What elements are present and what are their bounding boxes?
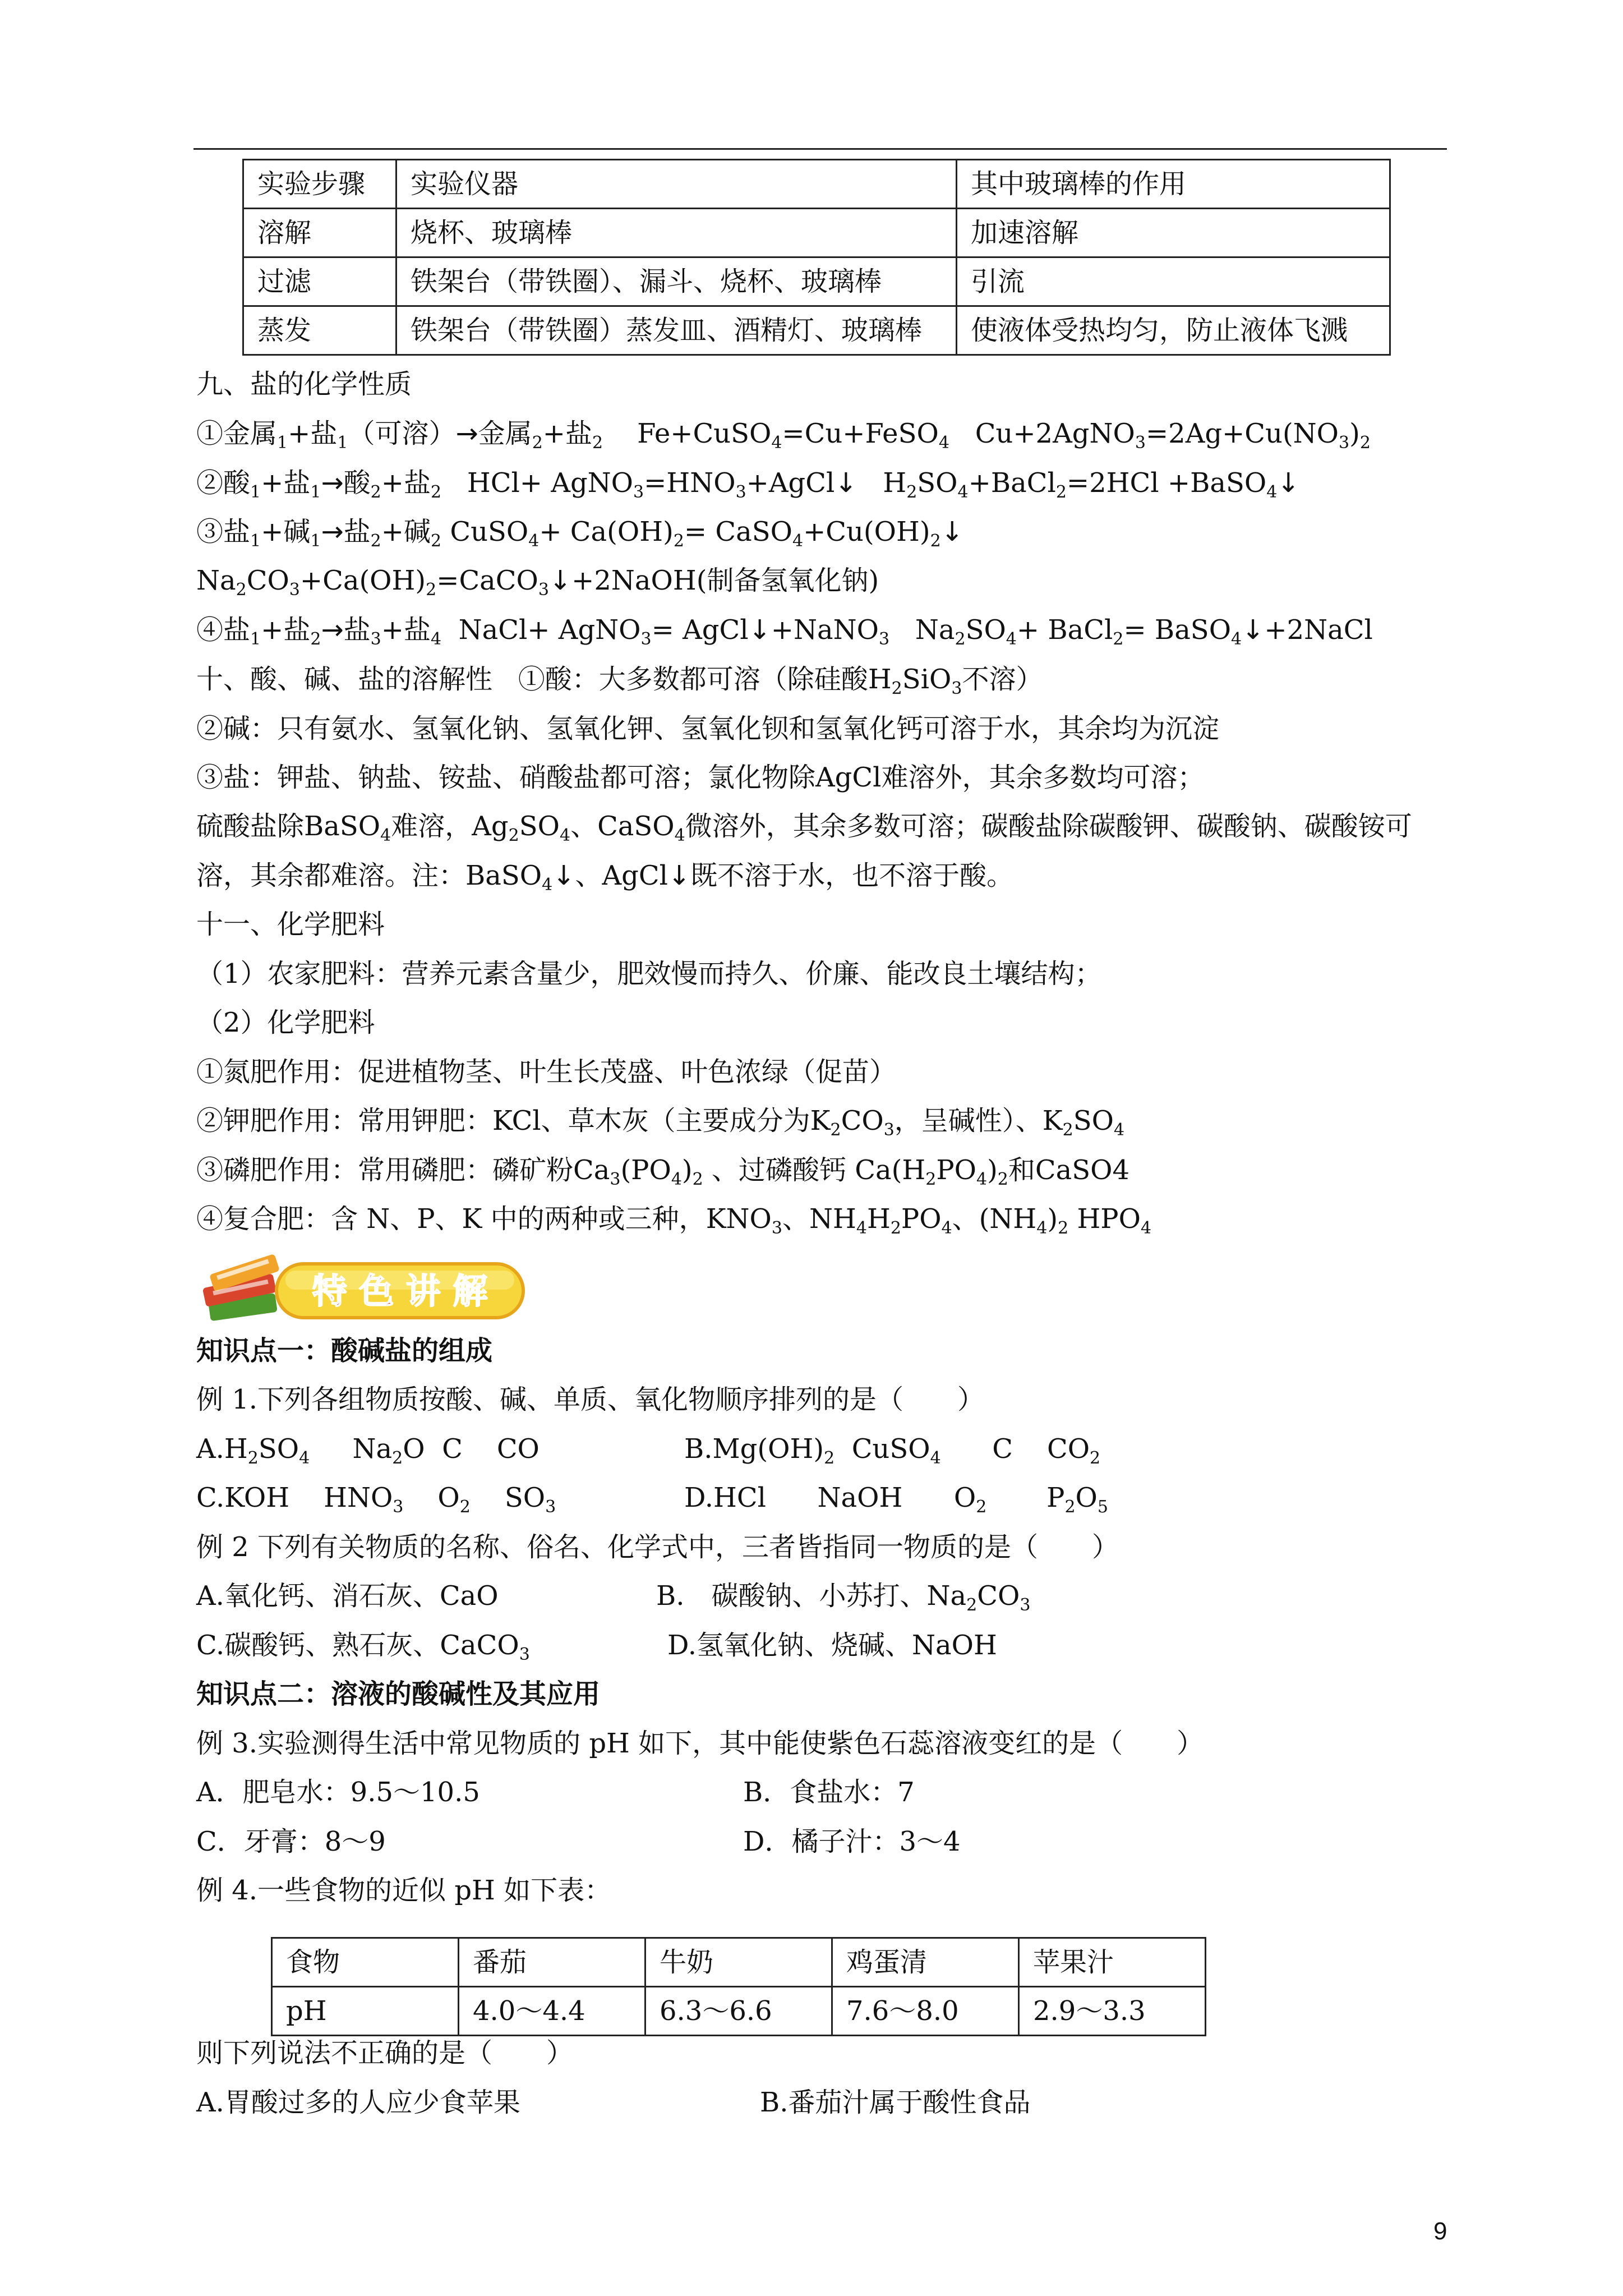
example-1-option-c: C.KOH $HNO_3$ $O_2$ $SO_3$ <box>196 1482 556 1517</box>
table-row <box>272 1938 1206 1987</box>
example-4-question: 例 4.一些食物的近似 pH 如下表： <box>196 1875 612 1906</box>
table-cell: 苹果汁 <box>1019 1938 1206 1987</box>
note-b: 既不溶于水，也不溶于酸。 <box>690 860 1014 891</box>
example-3-option-a: A．肥皂水：9.5～10.5 <box>196 1777 480 1808</box>
table-cell: 4.0～4.4 <box>459 1987 645 2036</box>
acid-solubility-end: 不溶） <box>962 664 1043 695</box>
example-4-option-b: B.番茄汁属于酸性食品 <box>760 2087 1031 2118</box>
salt-solubility: ③盐：钾盐、钠盐、铵盐、硝酸盐都可溶；氯化物除AgCl难溶外，其余多数均可溶； <box>196 762 1205 793</box>
table-cell: pH <box>272 1987 459 2036</box>
salt-solubility-a: ③盐：钾盐、钠盐、铵盐、硝酸盐都可溶；氯化物除 <box>196 762 816 793</box>
phosphorus-b: 、过磷酸钙 <box>712 1154 847 1186</box>
feature-banner <box>193 1248 530 1332</box>
table-cell: 实验步骤 <box>243 160 396 209</box>
table-cell: 铁架台（带铁圈）、漏斗、烧杯、玻璃棒 <box>396 257 957 306</box>
table-cell: 2.9～3.3 <box>1019 1987 1206 2036</box>
example-4-followup: 则下列说法不正确的是（ ） <box>196 2037 574 2069</box>
salt-property-3-example: $Na_2CO_3+Ca(OH)_2=CaCO_3↓+2NaOH$(制备氢氧化钠) <box>196 565 879 600</box>
section-11-title: 十一、化学肥料 <box>196 909 385 940</box>
salt-property-4: ④盐$_1$+盐$_2$→盐$_3$+盐$_4$ NaCl+ AgNO$_3$= AgCl↓+NaNO$_3$ $Na_2SO_4+$ BaCl$_2$= BaSO$_4$↓+2NaCl <box>196 614 1373 649</box>
salt-property-2: ②酸$_1$+盐$_1$→酸$_2$+盐$_2$ $HCl+ AgNO_3=HNO_3+AgCl↓$ $H_2SO_4+BaCl_2=2HCl$ +BaSO$_4$↓ <box>196 467 1300 502</box>
table-cell: 7.6～8.0 <box>832 1987 1019 2036</box>
books-icon <box>202 1254 280 1321</box>
farm-fertilizer: （1）农家肥料：营养元素含量少，肥效慢而持久、价廉、能改良土壤结构； <box>196 958 1102 990</box>
sulfate-solubility: 硫酸盐除BaSO$_4$难溶，$Ag_2SO_4$、CaSO$_4$微溶外，其余多数可溶；碳酸盐除碳酸钾、碳酸钠、碳酸铵可 <box>196 811 1412 845</box>
example-3-option-b: B．食盐水：7 <box>743 1777 915 1808</box>
example-3-option-d: D．橘子汁：3～4 <box>743 1826 961 1857</box>
example-3-option-c: C．牙膏：8～9 <box>196 1826 386 1857</box>
example-1-option-a: $A.H_2SO_4$ $Na_2O$ C CO <box>196 1433 540 1468</box>
salt-property-3: ③盐$_1$+碱$_1$→盐$_2$+碱$_2$ CuSO$_4$+ $Ca(OH)_2=$ $CaSO_4+Cu(OH)_2↓$ <box>196 516 963 551</box>
table-cell: 过滤 <box>243 257 396 306</box>
example-2-option-c: C.碳酸钙、熟石灰、CaCO$_3$ <box>196 1630 530 1664</box>
sulfate-a: 硫酸盐除 <box>196 811 305 842</box>
note-a: 溶，其余都难溶。注： <box>196 860 466 891</box>
chem-fertilizer: （2）化学肥料 <box>196 1007 375 1038</box>
section-10-line: 十、酸、碱、盐的溶解性 ①酸：大多数都可溶（除硅酸$H_2SiO_3$不溶） <box>196 664 1043 698</box>
ex2-c-text: C.碳酸钙、熟石灰、 <box>196 1630 440 1661</box>
table-row <box>243 257 1390 306</box>
example-2-question: 例 2 下列有关物质的名称、俗名、化学式中，三者皆指同一物质的是（ ） <box>196 1531 1119 1563</box>
phosphorus-fertilizer: ③磷肥作用：常用磷肥：磷矿粉$Ca_3(PO_4)_2$ 、过磷酸钙 $Ca(H_2PO_4)_2$和CaSO4 <box>196 1154 1130 1189</box>
example-2-option-a: A.氧化钙、消石灰、CaO <box>196 1580 499 1612</box>
potassium-a: ②钾肥作用：常用钾肥：KCl、草木灰（主要成分为 <box>196 1105 810 1137</box>
salt-solubility-b: 难溶外，其余多数均可溶； <box>881 762 1205 793</box>
example-2-option-d: D.氢氧化钠、烧碱、NaOH <box>667 1630 997 1661</box>
example-1-question: 例 1.下列各组物质按酸、碱、单质、氧化物顺序排列的是（ ） <box>196 1384 985 1415</box>
example-4-option-a: A.胃酸过多的人应少食苹果 <box>196 2087 520 2118</box>
table-cell: 溶解 <box>243 209 396 257</box>
table-cell: 番茄 <box>459 1938 645 1987</box>
banner-text: 特 色 讲 解 <box>312 1271 488 1312</box>
table-row <box>243 306 1390 355</box>
sulfate-b: 难溶， <box>391 811 472 842</box>
table-cell: 使液体受热均匀，防止液体飞溅 <box>957 306 1390 355</box>
table-cell: 食物 <box>272 1938 459 1987</box>
solubility-note: 溶，其余都难溶。注：BaSO$_4$↓、AgCl↓既不溶于水，也不溶于酸。 <box>196 860 1014 895</box>
knowledge-point-2-title: 知识点二：溶液的酸碱性及其应用 <box>196 1678 601 1710</box>
example-1-option-d: D.HCl NaOH $O_2$ $P_2O_5$ <box>684 1482 1108 1517</box>
example-2-option-b: B. 碳酸钠、小苏打、$Na_2CO_3$ <box>656 1580 1031 1615</box>
acid-solubility: ①酸：大多数都可溶（除硅酸 <box>518 664 868 695</box>
table-row <box>272 1987 1206 2036</box>
food-ph-table <box>271 1937 1206 2036</box>
table-row <box>243 160 1390 209</box>
page-number: 9 <box>1433 2217 1447 2245</box>
table-cell: 烧杯、玻璃棒 <box>396 209 957 257</box>
table-row <box>243 209 1390 257</box>
sulfate-c: 微溶外，其余多数可溶；碳酸盐除碳酸钾、碳酸钠、碳酸铵可 <box>685 811 1412 842</box>
salt-property-1: ①金属$_1$+盐$_1$（可溶）→金属$_2$+盐$_2$ Fe+CuSO$_4$=Cu+FeSO$_4$ $Cu+2AgNO_3=2Ag+Cu(NO_3)_2$ <box>196 418 1371 453</box>
table-cell: 加速溶解 <box>957 209 1390 257</box>
compound-fertilizer: ④复合肥：含 N、P、K 中的两种或三种，$KNO_3$、$NH_4H_2PO_4$、$(NH_4)_2$ $HPO_4$ <box>196 1203 1152 1238</box>
compound-a: ④复合肥：含 N、P、K 中的两种或三种， <box>196 1203 706 1235</box>
table-cell: 实验仪器 <box>396 160 957 209</box>
ex2-b-text: B. 碳酸钠、小苏打、 <box>656 1580 927 1612</box>
table-cell: 其中玻璃棒的作用 <box>957 160 1390 209</box>
table-cell: 6.3～6.6 <box>645 1987 832 2036</box>
experiment-steps-table <box>242 159 1391 356</box>
table-cell: 引流 <box>957 257 1390 306</box>
nitrogen-fertilizer: ①氮肥作用：促进植物茎、叶生长茂盛、叶色浓绿（促苗） <box>196 1056 897 1088</box>
base-solubility: ②碱：只有氨水、氢氧化钠、氢氧化钾、氢氧化钡和氢氧化钙可溶于水，其余均为沉淀 <box>196 713 1220 744</box>
table-cell: 铁架台（带铁圈）蒸发皿、酒精灯、玻璃棒 <box>396 306 957 355</box>
example-1-option-b: $B.Mg(OH)_2$ CuSO$_4$ C $CO_2$ <box>684 1433 1101 1468</box>
potassium-b: ，呈碱性）、 <box>894 1105 1043 1137</box>
example-3-question: 例 3.实验测得生活中常见物质的 pH 如下，其中能使紫色石蕊溶液变红的是（ ） <box>196 1728 1204 1759</box>
phosphorus-a: ③磷肥作用：常用磷肥：磷矿粉 <box>196 1154 574 1186</box>
table-cell: 蒸发 <box>243 306 396 355</box>
table-cell: 鸡蛋清 <box>832 1938 1019 1987</box>
phosphorus-c: 和CaSO4 <box>1008 1154 1130 1186</box>
section-9-title: 九、盐的化学性质 <box>196 369 412 400</box>
table-cell: 牛奶 <box>645 1938 832 1987</box>
section-10-title: 十、酸、碱、盐的溶解性 <box>196 664 493 695</box>
knowledge-point-1-title: 知识点一：酸碱盐的组成 <box>196 1335 493 1366</box>
potassium-fertilizer: ②钾肥作用：常用钾肥：KCl、草木灰（主要成分为$K_2CO_3$，呈碱性）、$K_2SO_4$ <box>196 1105 1125 1140</box>
header-rule <box>193 148 1447 150</box>
